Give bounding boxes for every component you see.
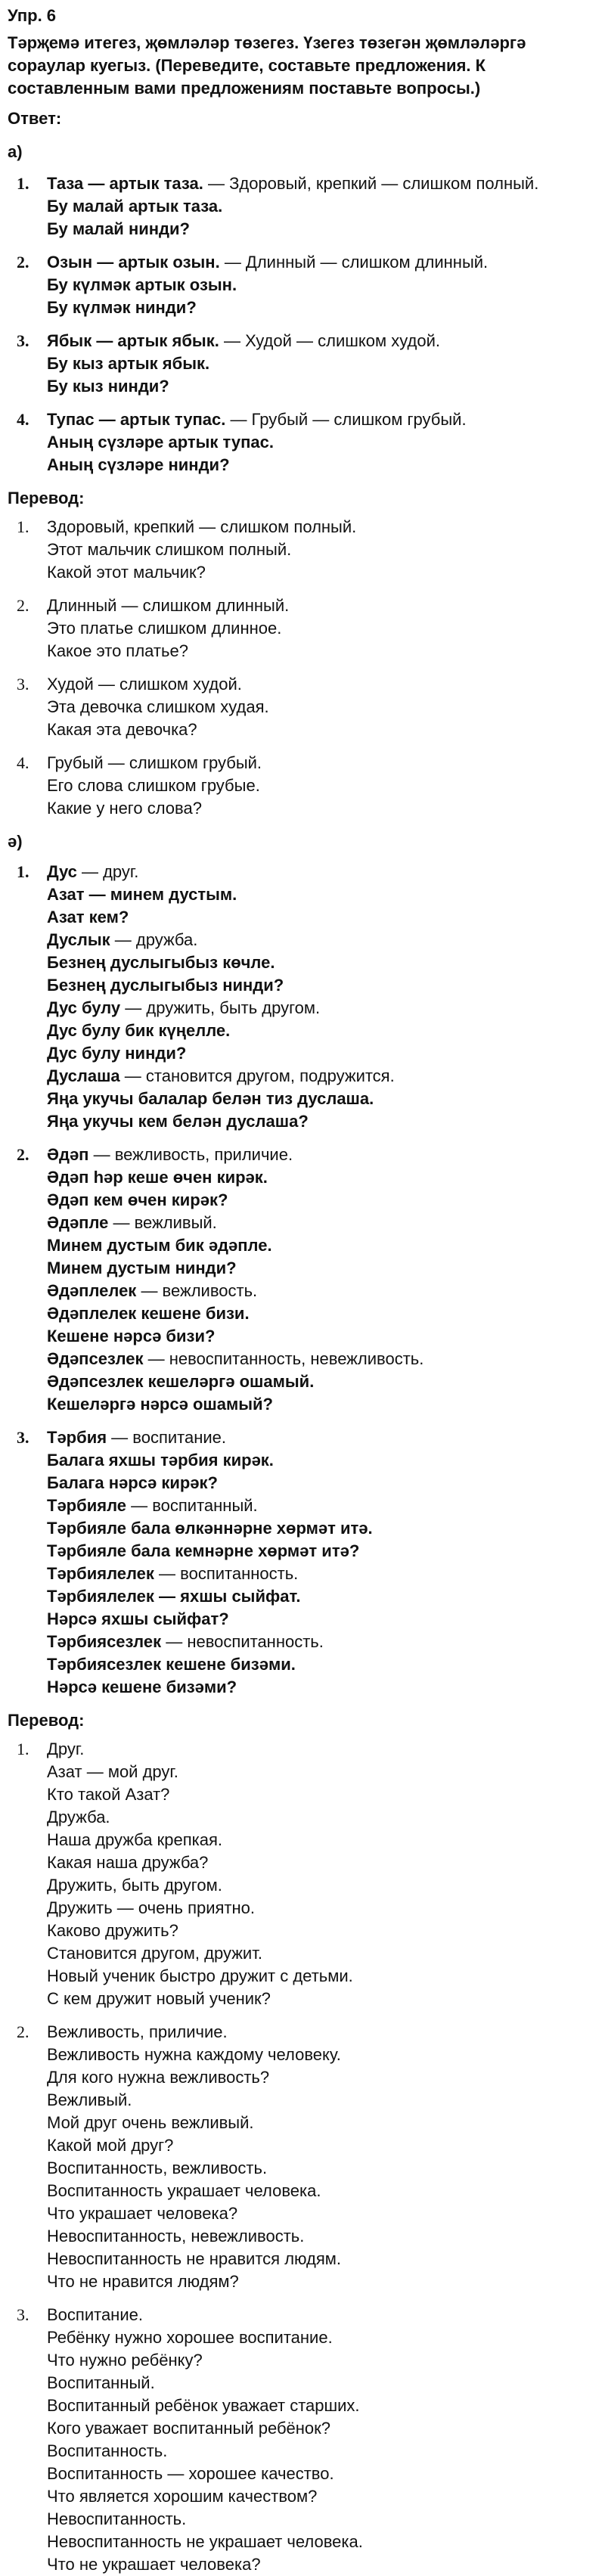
sentence-line bbox=[47, 1653, 597, 1676]
translation-line: Что не украшает человека? bbox=[47, 2555, 261, 2574]
translation-line: Дружить, быть другом. bbox=[47, 1876, 222, 1895]
sentence-line bbox=[47, 375, 597, 398]
translation-line: Что нужно ребёнку? bbox=[47, 2351, 203, 2370]
tatar-text: Кешеләргә нәрсә ошамый? bbox=[47, 1395, 273, 1414]
translation-line: Этот мальчик слишком полный. bbox=[47, 540, 292, 559]
sentence-line bbox=[47, 883, 597, 906]
item-number: 2. bbox=[17, 2022, 29, 2041]
tatar-text: Бу күлмәк артык озын. bbox=[47, 275, 237, 294]
translation-line: Мой друг очень вежливый. bbox=[47, 2113, 254, 2132]
tatar-text: Минем дустым бик әдәпле. bbox=[47, 1236, 272, 1255]
translation-line: Что не нравится людям? bbox=[47, 2272, 239, 2291]
sentence-line bbox=[47, 1144, 597, 1166]
item-number: 2. bbox=[17, 596, 29, 615]
sentence-line bbox=[47, 1393, 597, 1416]
tatar-text: Әдәпле bbox=[47, 1213, 109, 1232]
sentence-line bbox=[47, 997, 597, 1020]
russian-gloss: — становится другом, подружится. bbox=[119, 1066, 395, 1085]
list-item bbox=[8, 861, 597, 1133]
tatar-text: Тәрбиялелек — яхшы сыйфат. bbox=[47, 1587, 301, 1606]
translation-line: Здоровый, крепкий — слишком полный. bbox=[47, 517, 357, 536]
translation-line: Эта девочка слишком худая. bbox=[47, 697, 269, 716]
russian-gloss: — дружить, быть другом. bbox=[120, 998, 321, 1017]
translation-line: Какой мой друг? bbox=[47, 2136, 174, 2155]
tatar-text: Дус bbox=[47, 862, 77, 881]
tatar-text: Дус булу bbox=[47, 998, 121, 1017]
item-number: 1. bbox=[17, 862, 29, 881]
tatar-text: Бу кыз артык ябык. bbox=[47, 354, 210, 373]
tatar-text: Дуслык bbox=[47, 930, 110, 949]
sentence-line bbox=[47, 1212, 597, 1234]
russian-gloss: — вежливость. bbox=[136, 1281, 258, 1300]
sentence-line bbox=[47, 1676, 597, 1699]
translation-line: Друг. bbox=[47, 1740, 85, 1758]
translation-line: Дружба. bbox=[47, 1808, 110, 1826]
sentence-line bbox=[47, 1110, 597, 1133]
translation-line: Ребёнку нужно хорошее воспитание. bbox=[47, 2328, 333, 2347]
tatar-text: Таза — артык таза. bbox=[47, 174, 203, 193]
translation-line: Новый ученик быстро дружит с детьми. bbox=[47, 1966, 353, 1985]
translation-line: Какое это платье? bbox=[47, 641, 188, 660]
sentence-line bbox=[47, 1370, 597, 1393]
tatar-text: Тәрбиясезлек bbox=[47, 1632, 162, 1651]
translation-line: Его слова слишком грубые. bbox=[47, 776, 260, 795]
sentence-line bbox=[47, 274, 597, 296]
sentence-line bbox=[47, 352, 597, 375]
section-b-label: ә) bbox=[8, 832, 23, 851]
document-page bbox=[8, 0, 597, 2576]
item-number: 3. bbox=[17, 2305, 29, 2324]
tatar-text: Нәрсә яхшы сыйфат? bbox=[47, 1609, 229, 1628]
tatar-text: Безнең дуслыгыбыз көчле. bbox=[47, 953, 275, 972]
tatar-text: Бу малай артык таза. bbox=[47, 197, 223, 216]
list-item bbox=[8, 408, 597, 476]
translation-line: Вежливость, приличие. bbox=[47, 2022, 228, 2041]
list-item bbox=[8, 752, 597, 820]
sentence-line bbox=[47, 1631, 597, 1653]
tatar-text: Дус булу нинди? bbox=[47, 1044, 187, 1063]
sentence-line bbox=[47, 1065, 597, 1088]
sentence-line bbox=[47, 218, 597, 241]
list-item bbox=[8, 330, 597, 398]
tatar-text: Әдәплелек кешене бизи. bbox=[47, 1304, 250, 1323]
tatar-text: Азат кем? bbox=[47, 908, 129, 926]
tatar-text: Әдәплелек bbox=[47, 1281, 137, 1300]
item-body bbox=[47, 861, 597, 1133]
list-item bbox=[8, 1738, 597, 2010]
sentence-line bbox=[47, 906, 597, 929]
sentence-line bbox=[47, 1449, 597, 1472]
tatar-text: Тәрбия bbox=[47, 1428, 107, 1447]
item-number: 3. bbox=[17, 1428, 29, 1447]
list-item bbox=[8, 1426, 597, 1699]
tatar-text: Озын — артык озын. bbox=[47, 253, 220, 272]
translation-line: Невоспитанность. bbox=[47, 2509, 187, 2528]
tatar-text: Бу күлмәк нинди? bbox=[47, 298, 197, 317]
tatar-text: Бу малай нинди? bbox=[47, 219, 190, 238]
list-item bbox=[8, 516, 597, 584]
translation-line: Азат — мой друг. bbox=[47, 1762, 178, 1781]
translation-line: Наша дружба крепкая. bbox=[47, 1830, 222, 1849]
tatar-text: Нәрсә кешене бизәми? bbox=[47, 1678, 237, 1696]
list-item bbox=[8, 1144, 597, 1416]
sentence-line bbox=[47, 408, 597, 431]
item-body bbox=[47, 1144, 597, 1416]
sentence-line bbox=[47, 1189, 597, 1212]
russian-gloss: — воспитанность. bbox=[154, 1564, 299, 1583]
russian-gloss: — воспитанный. bbox=[126, 1496, 258, 1515]
russian-gloss: — воспитание. bbox=[107, 1428, 227, 1447]
tatar-text: Яңа укучы кем белән дуслаша? bbox=[47, 1112, 309, 1131]
tatar-text: Ябык — артык ябык. bbox=[47, 331, 219, 350]
section-a-label: а) bbox=[8, 142, 23, 161]
item-number: 1. bbox=[17, 174, 29, 193]
tatar-text: Балага нәрсә кирәк? bbox=[47, 1473, 218, 1492]
translation-line: Это платье слишком длинное. bbox=[47, 619, 282, 638]
translation-2-label: Перевод: bbox=[8, 1711, 85, 1730]
translation-line: Длинный — слишком длинный. bbox=[47, 596, 290, 615]
sentence-line bbox=[47, 1348, 597, 1370]
sentence-line bbox=[47, 195, 597, 218]
translation-2-list bbox=[8, 1738, 597, 2576]
sentence-line bbox=[47, 330, 597, 352]
exercise-title: Упр. 6 bbox=[8, 6, 57, 25]
translation-line: С кем дружит новый ученик? bbox=[47, 1989, 271, 2008]
translation-line: Кого уважает воспитанный ребёнок? bbox=[47, 2419, 331, 2438]
russian-gloss: — друг. bbox=[76, 862, 139, 881]
translation-line: Что является хорошим качеством? bbox=[47, 2487, 318, 2506]
item-body bbox=[47, 516, 597, 584]
task-instructions: Тәрҗемә итегез, җөмләләр төзегез. Үзегез төзегән җөмләләргә сораулар куегыз. (Переведите, составьте предложения. К составленным вами предложениям поставьте вопросы.) bbox=[8, 33, 526, 98]
item-body bbox=[47, 251, 597, 319]
item-body bbox=[47, 752, 597, 820]
translation-line: Что украшает человека? bbox=[47, 2204, 238, 2223]
translation-line: Становится другом, дружит. bbox=[47, 1944, 262, 1963]
translation-line: Воспитание. bbox=[47, 2305, 143, 2324]
list-item bbox=[8, 594, 597, 663]
russian-gloss: — Здоровый, крепкий — слишком полный. bbox=[203, 174, 539, 193]
list-item bbox=[8, 172, 597, 241]
sentence-line bbox=[47, 1517, 597, 1540]
tatar-text: Аның сүзләре нинди? bbox=[47, 455, 230, 474]
sentence-line bbox=[47, 1257, 597, 1280]
russian-gloss: — дружба. bbox=[110, 930, 198, 949]
tatar-text: Азат — минем дустым. bbox=[47, 885, 237, 904]
sentence-line bbox=[47, 1608, 597, 1631]
translation-line: Воспитанность, вежливость. bbox=[47, 2159, 268, 2177]
translation-line: Грубый — слишком грубый. bbox=[47, 753, 262, 772]
sentence-line bbox=[47, 1166, 597, 1189]
translation-line: Невоспитанность не украшает человека. bbox=[47, 2532, 363, 2551]
translation-1-label: Перевод: bbox=[8, 489, 85, 507]
tatar-text: Әдәп һәр кеше өчен кирәк. bbox=[47, 1168, 268, 1187]
translation-line: Вежливость нужна каждому человеку. bbox=[47, 2045, 341, 2064]
tatar-text: Әдәп bbox=[47, 1145, 89, 1164]
translation-line: Дружить — очень приятно. bbox=[47, 1898, 255, 1917]
item-number: 4. bbox=[17, 410, 29, 429]
russian-gloss: — невоспитанность, невежливость. bbox=[143, 1349, 424, 1368]
item-number: 2. bbox=[17, 1145, 29, 1164]
tatar-text: Әдәпсезлек bbox=[47, 1349, 144, 1368]
translation-line: Вежливый. bbox=[47, 2090, 132, 2109]
tatar-text: Дус булу бик күңелле. bbox=[47, 1021, 231, 1040]
sentence-line bbox=[47, 1042, 597, 1065]
translation-1-list bbox=[8, 516, 597, 820]
russian-gloss: — Длинный — слишком длинный. bbox=[219, 253, 489, 272]
tatar-text: Тәрбиялелек bbox=[47, 1564, 154, 1583]
translation-line: Каково дружить? bbox=[47, 1921, 178, 1940]
section-a-list bbox=[8, 172, 597, 476]
translation-line: Худой — слишком худой. bbox=[47, 675, 242, 694]
sentence-line bbox=[47, 1280, 597, 1302]
sentence-line bbox=[47, 1540, 597, 1563]
translation-line: Какая эта девочка? bbox=[47, 720, 197, 739]
sentence-line bbox=[47, 1563, 597, 1585]
list-item bbox=[8, 2304, 597, 2576]
item-body bbox=[47, 594, 597, 663]
item-number: 1. bbox=[17, 1740, 29, 1758]
translation-line: Для кого нужна вежливость? bbox=[47, 2068, 270, 2087]
sentence-line bbox=[47, 1020, 597, 1042]
item-body bbox=[47, 2304, 597, 2576]
tatar-text: Тәрбияле бала өлкәннәрне хөрмәт итә. bbox=[47, 1519, 373, 1538]
sentence-line bbox=[47, 1088, 597, 1110]
sentence-line bbox=[47, 1585, 597, 1608]
answer-label: Ответ: bbox=[8, 109, 62, 128]
item-number: 4. bbox=[17, 753, 29, 772]
sentence-line bbox=[47, 431, 597, 454]
item-body bbox=[47, 408, 597, 476]
item-body bbox=[47, 1426, 597, 1699]
translation-line: Воспитанный. bbox=[47, 2373, 155, 2392]
sentence-line bbox=[47, 951, 597, 974]
tatar-text: Аның сүзләре артык тупас. bbox=[47, 433, 274, 452]
item-number: 1. bbox=[17, 517, 29, 536]
translation-line: Невоспитанность, невежливость. bbox=[47, 2227, 305, 2245]
tatar-text: Әдәп кем өчен кирәк? bbox=[47, 1190, 228, 1209]
russian-gloss: — Грубый — слишком грубый. bbox=[225, 410, 467, 429]
translation-line: Какая наша дружба? bbox=[47, 1853, 209, 1872]
tatar-text: Әдәпсезлек кешеләргә ошамый. bbox=[47, 1372, 315, 1391]
tatar-text: Тәрбияле bbox=[47, 1496, 126, 1515]
sentence-line bbox=[47, 974, 597, 997]
item-body bbox=[47, 330, 597, 398]
list-item bbox=[8, 2021, 597, 2293]
tatar-text: Бу кыз нинди? bbox=[47, 377, 169, 396]
sentence-line bbox=[47, 1234, 597, 1257]
item-number: 3. bbox=[17, 675, 29, 694]
translation-line: Какие у него слова? bbox=[47, 799, 202, 818]
tatar-text: Кешене нәрсә бизи? bbox=[47, 1327, 216, 1345]
russian-gloss: — вежливость, приличие. bbox=[88, 1145, 293, 1164]
tatar-text: Тәрбиясезлек кешене бизәми. bbox=[47, 1655, 296, 1674]
russian-gloss: — Худой — слишком худой. bbox=[219, 331, 440, 350]
item-body bbox=[47, 2021, 597, 2293]
list-item bbox=[8, 251, 597, 319]
tatar-text: Тәрбияле бала кемнәрне хөрмәт итә? bbox=[47, 1541, 360, 1560]
sentence-line bbox=[47, 296, 597, 319]
sentence-line bbox=[47, 1426, 597, 1449]
sentence-line bbox=[47, 172, 597, 195]
tatar-text: Яңа укучы балалар белән тиз дуслаша. bbox=[47, 1089, 374, 1108]
item-number: 2. bbox=[17, 253, 29, 272]
translation-line: Какой этот мальчик? bbox=[47, 563, 206, 582]
item-body bbox=[47, 673, 597, 741]
translation-line: Воспитанный ребёнок уважает старших. bbox=[47, 2396, 360, 2415]
sentence-line bbox=[47, 1494, 597, 1517]
sentence-line bbox=[47, 929, 597, 951]
item-body bbox=[47, 1738, 597, 2010]
translation-line: Кто такой Азат? bbox=[47, 1785, 170, 1804]
sentence-line bbox=[47, 454, 597, 476]
tatar-text: Дуслаша bbox=[47, 1066, 120, 1085]
tatar-text: Тупас — артык тупас. bbox=[47, 410, 226, 429]
sentence-line bbox=[47, 1302, 597, 1325]
tatar-text: Минем дустым нинди? bbox=[47, 1259, 237, 1277]
translation-line: Воспитанность — хорошее качество. bbox=[47, 2464, 334, 2483]
item-body bbox=[47, 172, 597, 241]
sentence-line bbox=[47, 861, 597, 883]
translation-line: Воспитанность. bbox=[47, 2441, 168, 2460]
russian-gloss: — вежливый. bbox=[108, 1213, 217, 1232]
sentence-line bbox=[47, 1325, 597, 1348]
section-b-list bbox=[8, 861, 597, 1699]
russian-gloss: — невоспитанность. bbox=[161, 1632, 324, 1651]
translation-line: Воспитанность украшает человека. bbox=[47, 2181, 321, 2200]
tatar-text: Балага яхшы тәрбия кирәк. bbox=[47, 1451, 274, 1470]
sentence-line bbox=[47, 1472, 597, 1494]
tatar-text: Безнең дуслыгыбыз нинди? bbox=[47, 976, 284, 995]
sentence-line bbox=[47, 251, 597, 274]
item-number: 3. bbox=[17, 331, 29, 350]
translation-line: Невоспитанность не нравится людям. bbox=[47, 2249, 342, 2268]
list-item bbox=[8, 673, 597, 741]
